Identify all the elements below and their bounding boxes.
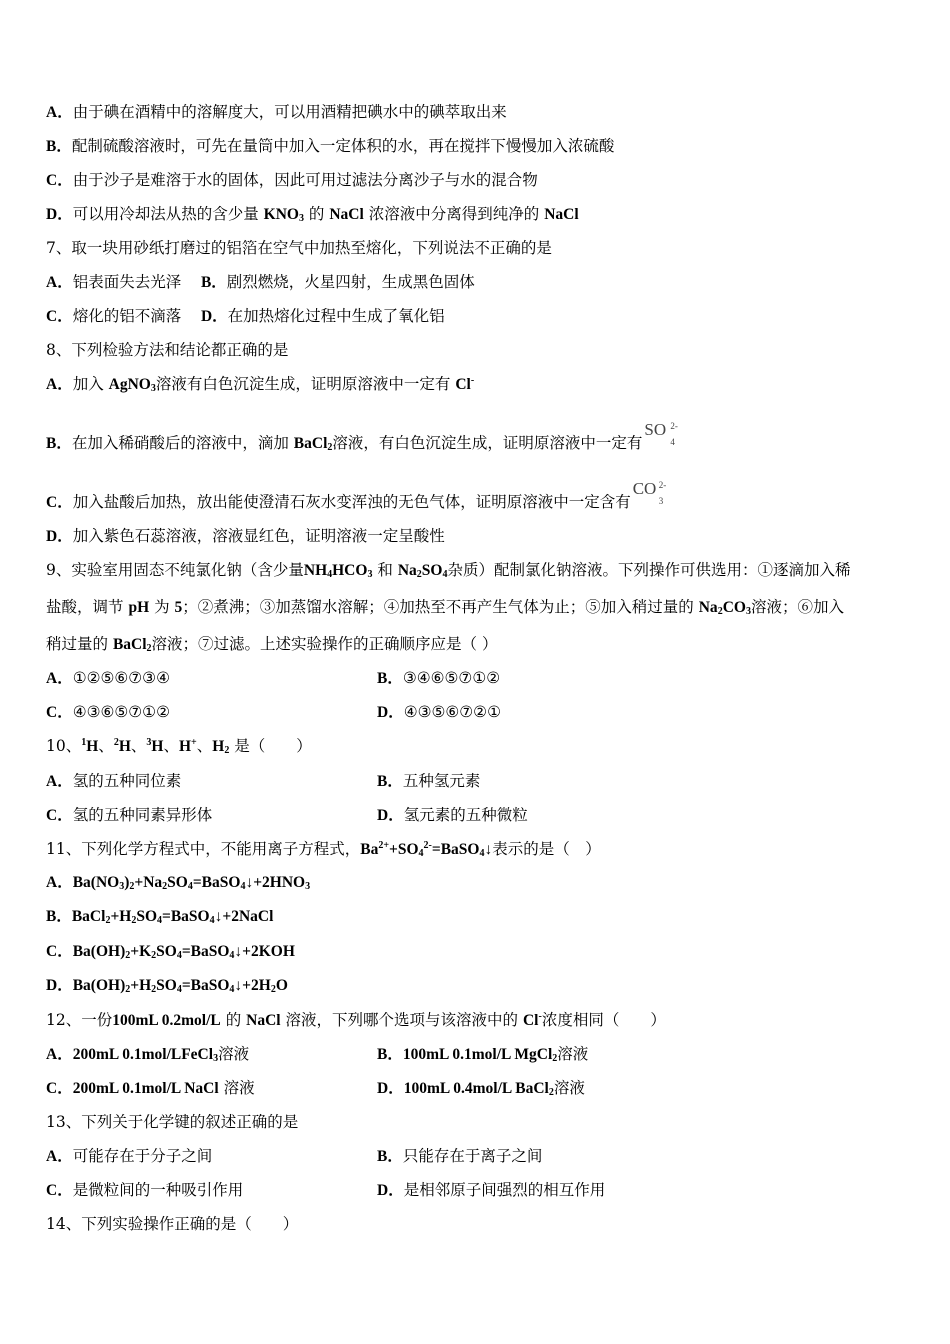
- q8-option-c: C．加入盐酸后加热，放出能使澄清石灰水变浑浊的无色气体，证明原溶液中一定含有 CO 2- 3: [46, 479, 671, 513]
- q13-option-b: B．只能存在于离子之间: [377, 1147, 543, 1165]
- q11-option-a: A．$Ba(NO_3)_2+Na_2SO_4=BaSO_4↓+2HNO_3$: [46, 874, 311, 892]
- q7-options-cd: C．熔化的铝不滴落 D．在加热熔化过程中生成了氧化铝: [46, 307, 445, 325]
- q8-option-d: D．加入紫色石蕊溶液，溶液显红色，证明溶液一定呈酸性: [46, 527, 445, 545]
- q10-option-c: C．氢的五种同素异形体: [46, 806, 213, 824]
- q8-option-b: B．在加入稀硝酸后的溶液中，滴加 BaCl$_2$溶液，有白色沉淀生成，证明原溶液中一定有 SO 2- 4: [46, 420, 682, 454]
- q9-option-c: C．④③⑥⑤⑦①②: [46, 703, 170, 721]
- q7-options-ab: A．铝表面失去光泽 B．剧烈燃烧，火星四射，生成黑色固体: [46, 273, 475, 291]
- q10-option-d: D．氢元素的五种微粒: [377, 806, 528, 824]
- q12-option-d: D．100mL 0.4mol/L BaCl$_2$溶液: [377, 1079, 585, 1098]
- q13-option-a: A．可能存在于分子之间: [46, 1147, 213, 1165]
- q7-stem: 7、取一块用砂纸打磨过的铝箔在空气中加热至熔化，下列说法不正确的是: [46, 239, 552, 257]
- q9-stem-line-3: 稍过量的 BaCl$_2$溶液；⑦过滤。上述实验操作的正确顺序应是（ ）: [46, 635, 498, 654]
- q9-option-a: A．①②⑤⑥⑦③④: [46, 669, 170, 687]
- sulfate-ion-formula: SO 2- 4: [644, 420, 678, 447]
- q6-option-d: D．可以用冷却法从热的含少量 $KNO_3$ 的 NaCl 浓溶液中分离得到纯净的 NaCl: [46, 205, 579, 224]
- q11-option-d: D．$Ba(OH)_2+H_2SO_4=BaSO_4↓+2H_2O$: [46, 977, 288, 995]
- q12-option-c: C．200mL 0.1mol/L NaCl 溶液: [46, 1079, 255, 1097]
- q10-option-a: A．氢的五种同位素: [46, 772, 182, 790]
- q14-stem: 14、下列实验操作正确的是（ ）: [46, 1215, 299, 1233]
- q12-option-b: B．100mL 0.1mol/L MgCl$_2$溶液: [377, 1045, 589, 1064]
- q10-option-b: B．五种氢元素: [377, 772, 481, 790]
- q12-option-a: A．200mL 0.1mol/LFeCl$_3$溶液: [46, 1045, 250, 1064]
- q9-option-b: B．③④⑥⑤⑦①②: [377, 669, 501, 687]
- q10-stem: 10、$^1$H、$^2$H、$^3$H、H+、$H_2$ 是（ ）: [46, 737, 312, 756]
- q12-stem: 12、一份100mL 0.2mol/L 的 NaCl 溶液，下列哪个选项与该溶液中的 Cl-浓度相同（ ）: [46, 1011, 666, 1029]
- q6-option-a: A．由于碘在酒精中的溶解度大，可以用酒精把碘水中的碘萃取出来: [46, 103, 507, 121]
- q13-option-c: C．是微粒间的一种吸引作用: [46, 1181, 244, 1199]
- carbonate-ion-formula: CO 2- 3: [632, 479, 667, 506]
- q9-option-d: D．④③⑤⑥⑦②①: [377, 703, 501, 721]
- q6-option-c: C．由于沙子是难溶于水的固体，因此可用过滤法分离沙子与水的混合物: [46, 171, 538, 189]
- q13-stem: 13、下列关于化学键的叙述正确的是: [46, 1113, 299, 1131]
- q13-option-d: D．是相邻原子间强烈的相互作用: [377, 1181, 606, 1199]
- q6-option-b: B．配制硫酸溶液时，可先在量筒中加入一定体积的水，再在搅拌下慢慢加入浓硫酸: [46, 137, 615, 155]
- q11-option-b: B．$BaCl_2+H_2SO_4=BaSO_4↓+2NaCl$: [46, 908, 274, 926]
- q8-stem: 8、下列检验方法和结论都正确的是: [46, 341, 289, 359]
- q8-option-a: A．加入 AgNO$_3$溶液有白色沉淀生成，证明原溶液中一定有 Cl-: [46, 375, 475, 394]
- q11-option-c: C．$Ba(OH)_2+K_2SO_4=BaSO_4↓+2KOH$: [46, 943, 295, 961]
- q9-stem-line-2: 盐酸，调节 pH 为 5；②煮沸；③加蒸馏水溶解；④加热至不再产生气体为止；⑤加入稍过量的 $Na_2CO_3$溶液；⑥加入: [46, 598, 844, 617]
- q9-stem-line-1: 9、实验室用固态不纯氯化钠（含少量$NH_4HCO_3$ 和 $Na_2SO_4$杂质）配制氯化钠溶液。下列操作可供选用：①逐滴加入稀: [46, 561, 851, 580]
- q11-stem: 11、下列化学方程式中，不能用离子方程式，$Ba^{2+}+SO_4^{2-}=BaSO_4↓$表示的是（ ）: [46, 840, 601, 859]
